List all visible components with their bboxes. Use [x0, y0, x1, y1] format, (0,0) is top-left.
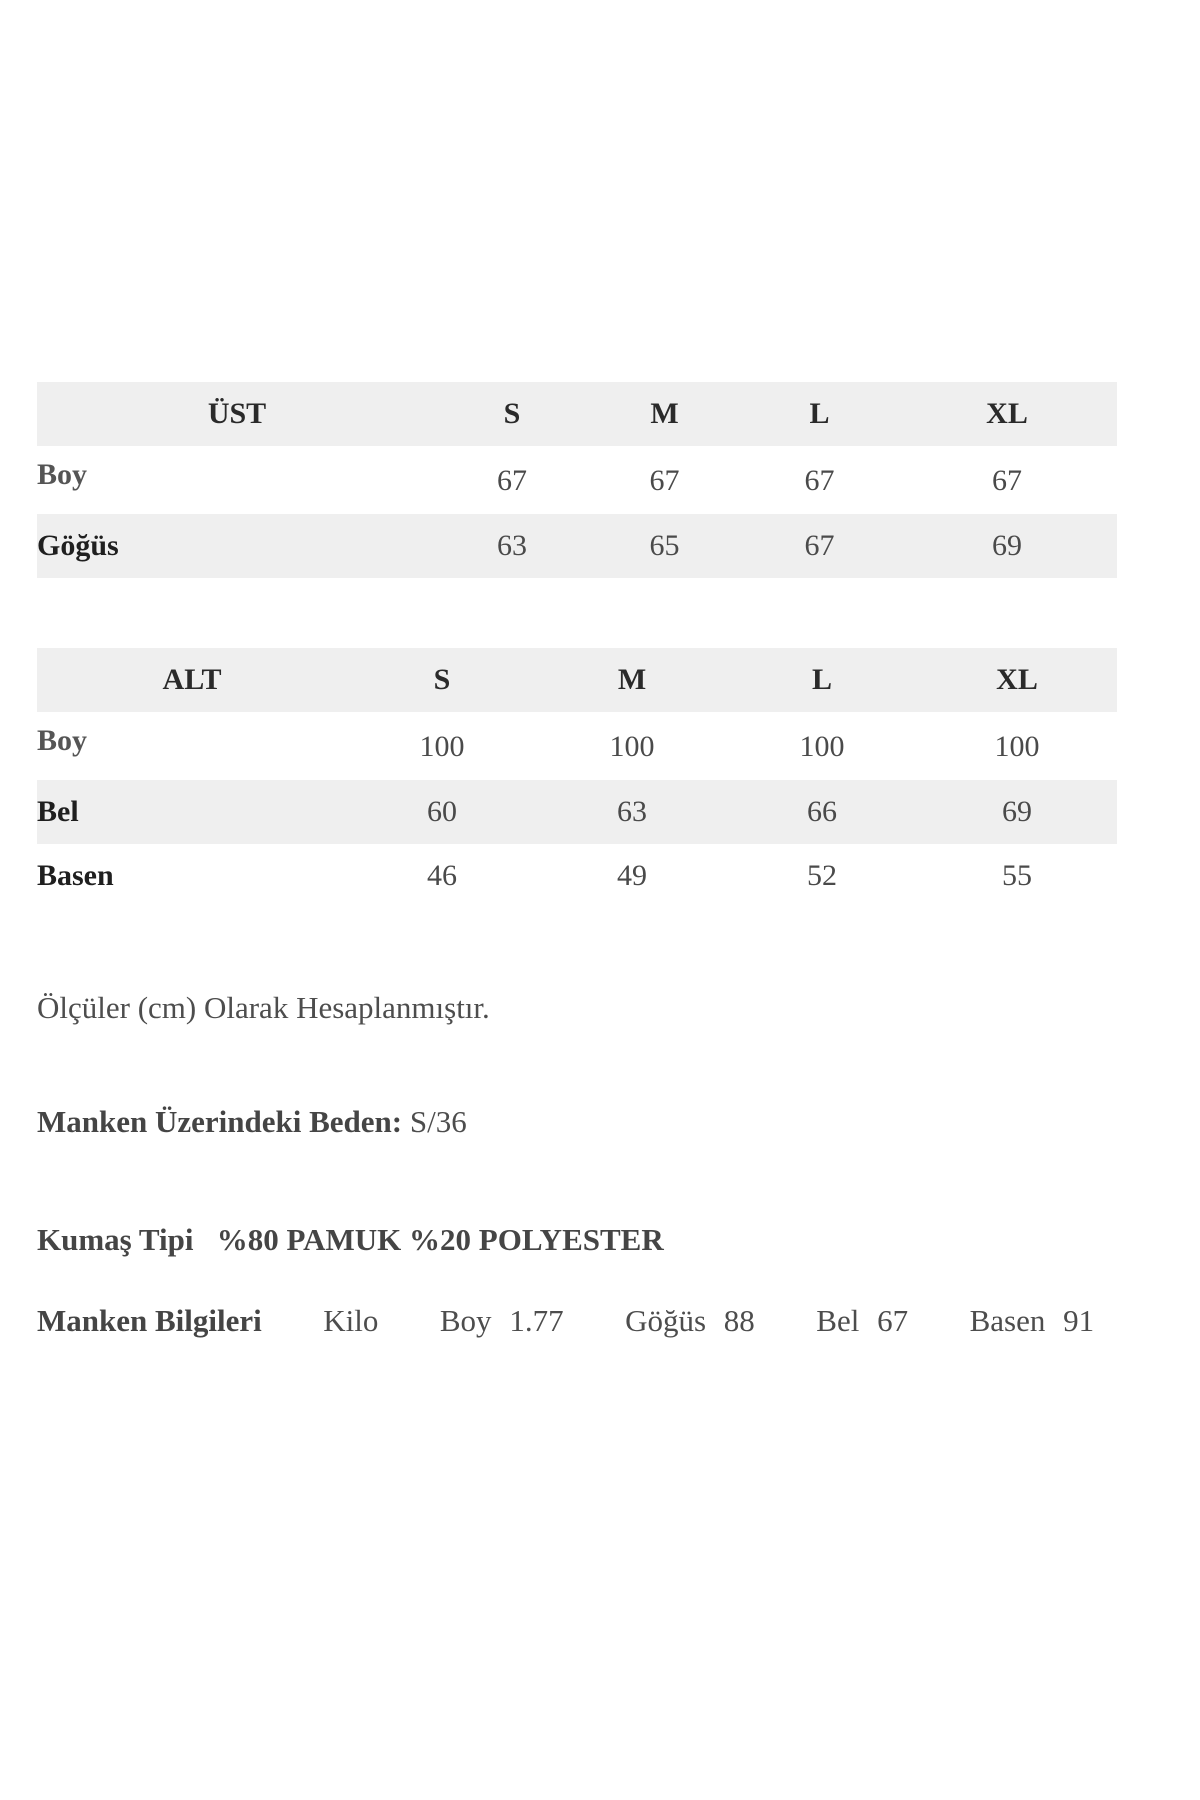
table-cell: 55 [1002, 859, 1032, 892]
table-cell: 67 [804, 464, 835, 497]
model-info-label: Manken Bilgileri [37, 1303, 262, 1338]
table-cell: 100 [609, 730, 655, 763]
table-cell: 52 [807, 859, 837, 892]
table-cell: 67 [742, 514, 897, 578]
model-boy-label: Boy [439, 1303, 492, 1338]
size-s-header: S [437, 382, 587, 446]
model-info-line [37, 1303, 1094, 1339]
table-cell: 69 [917, 780, 1117, 844]
size-m-header: M [587, 382, 742, 446]
fabric-value: %80 PAMUK %20 POLYESTER [216, 1222, 664, 1257]
measurement-note: Ölçüler (cm) Olarak Hesaplanmıştır. [37, 990, 490, 1025]
table-cell: 67 [992, 464, 1022, 497]
size-l-header: L [727, 648, 917, 712]
table-cell: 63 [437, 514, 587, 578]
table-cell: 49 [617, 859, 647, 892]
table-cell: 100 [799, 730, 845, 763]
table-cell: 69 [897, 514, 1117, 578]
fabric-line [37, 1222, 664, 1258]
model-basen-value: 91 [1063, 1303, 1095, 1338]
model-size-label: Manken Üzerindeki Beden: [37, 1104, 403, 1139]
bottom-table-header: ALT [37, 648, 347, 712]
model-gogus-value: 88 [723, 1303, 755, 1338]
size-s-header: S [347, 648, 537, 712]
table-row [37, 446, 1117, 514]
table-cell: 60 [347, 780, 537, 844]
table-cell: 66 [727, 780, 917, 844]
row-label: Boy [37, 724, 88, 757]
row-label: Basen [37, 859, 114, 892]
table-cell: 63 [537, 780, 727, 844]
table-cell: 65 [587, 514, 742, 578]
top-size-table [37, 382, 1117, 578]
table-row [37, 712, 1117, 780]
row-label: Göğüs [37, 514, 437, 578]
table-row [37, 780, 1117, 844]
model-size-value: S/36 [409, 1104, 467, 1139]
table-cell: 67 [497, 464, 527, 497]
row-label: Boy [37, 458, 88, 491]
model-kilo-label: Kilo [323, 1303, 379, 1338]
table-cell: 67 [649, 464, 680, 497]
table-cell: 100 [419, 730, 465, 763]
model-boy-value: 1.77 [509, 1303, 564, 1338]
bottom-table-header-row [37, 648, 1117, 712]
model-basen-label: Basen [969, 1303, 1046, 1338]
table-row [37, 844, 1117, 908]
size-xl-header: XL [897, 382, 1117, 446]
table-cell: 100 [994, 730, 1040, 763]
fabric-label: Kumaş Tipi [37, 1222, 194, 1257]
model-size-line [37, 1104, 467, 1140]
top-table-header-row [37, 382, 1117, 446]
model-bel-label: Bel [816, 1303, 860, 1338]
table-cell: 46 [427, 859, 457, 892]
model-gogus-label: Göğüs [625, 1303, 707, 1338]
row-label: Bel [37, 780, 347, 844]
top-table-header: ÜST [37, 382, 437, 446]
size-m-header: M [537, 648, 727, 712]
size-xl-header: XL [917, 648, 1117, 712]
table-row [37, 514, 1117, 578]
size-l-header: L [742, 382, 897, 446]
bottom-size-table [37, 648, 1117, 908]
model-bel-value: 67 [877, 1303, 909, 1338]
